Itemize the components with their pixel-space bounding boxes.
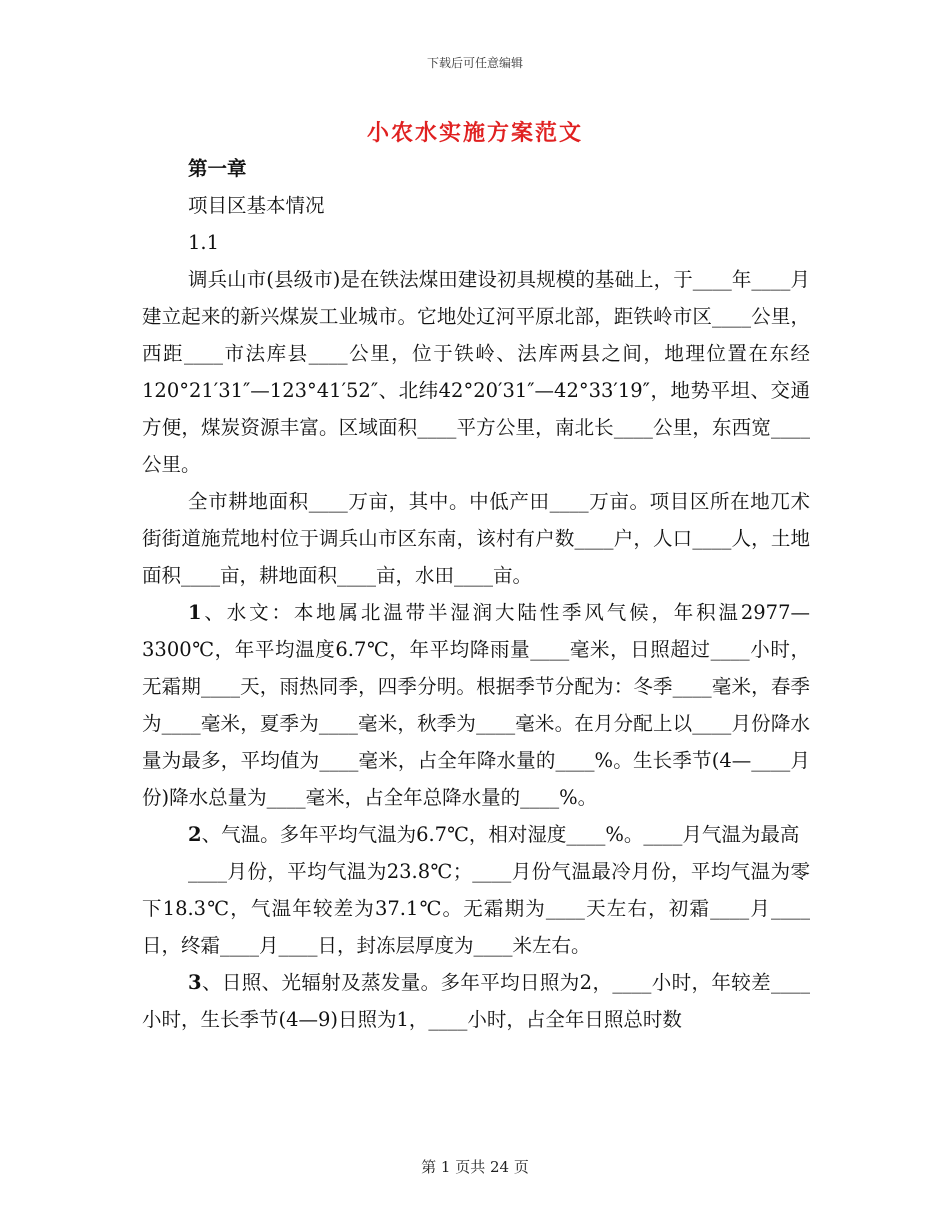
page-header-note: 下载后可任意编辑 — [426, 56, 523, 70]
item-sunshine — [142, 964, 810, 1038]
item-text: 、气温。多年平均气温为6.7℃，相对湿度____%。____月气温为最高 — [201, 823, 800, 846]
document-title: 小农水实施方案范文 — [366, 120, 583, 146]
page-footer: 第 1 页共 24 页 — [421, 1158, 529, 1176]
item-number: 3 — [188, 971, 202, 994]
paragraph-farmland: 全市耕地面积____万亩，其中。中低产田____万亩。项目区所在地兀术街街道施荒地村位于调兵山市区东南，该村有户数____户，人口____人，土地面积____亩，耕地面积____亩，水田____亩。 — [142, 490, 810, 587]
item-number: 1 — [188, 601, 202, 624]
item-text: 、日照、光辐射及蒸发量。多年平均日照为2，____小时，年较差____小时，生长季节(4—9)日照为1，____小时，占全年日照总时数 — [142, 971, 810, 1031]
chapter-heading: 第一章 — [188, 157, 247, 180]
item-temperature — [142, 816, 810, 853]
item-number: 2 — [188, 823, 202, 846]
section-number: 1.1 — [188, 231, 220, 254]
item-text: 、水文：本地属北温带半湿润大陆性季风气候，年积温2977—3300℃，年平均温度6.7℃，年平均降雨量____毫米，日照超过____小时，无霜期____天，雨热同季，四季分明。根据季节分配为：冬季____毫米，春季为____毫米，夏季为____毫米，秋季为____毫米。在月分配上以____月份降水量为最多，平均值为____毫米，占全年降水量的____%。生长季节(4—____月份)降水总量为____毫米，占全年总降水量的____%。 — [142, 601, 810, 809]
paragraph-location: 调兵山市(县级市)是在铁法煤田建设初具规模的基础上，于____年____月建立起来的新兴煤炭工业城市。它地处辽河平原北部，距铁岭市区____公里，西距____市法库县____公里，位于铁岭、法库两县之间，地理位置在东经120°21′31″—123°41′52″、北纬42°20′31″—42°33′19″，地势平坦、交通方便，煤炭资源丰富。区域面积____平方公里，南北长____公里，东西宽____公里。 — [142, 268, 810, 476]
paragraph-temperature-continued: ____月份，平均气温为23.8℃；____月份气温最冷月份，平均气温为零下18.3℃，气温年较差为37.1℃。无霜期为____天左右，初霜____月____日，终霜____月____日，封冻层厚度为____米左右。 — [142, 860, 810, 957]
section-title: 项目区基本情况 — [188, 194, 325, 217]
item-hydrology — [142, 594, 810, 816]
document-body — [142, 150, 810, 1038]
